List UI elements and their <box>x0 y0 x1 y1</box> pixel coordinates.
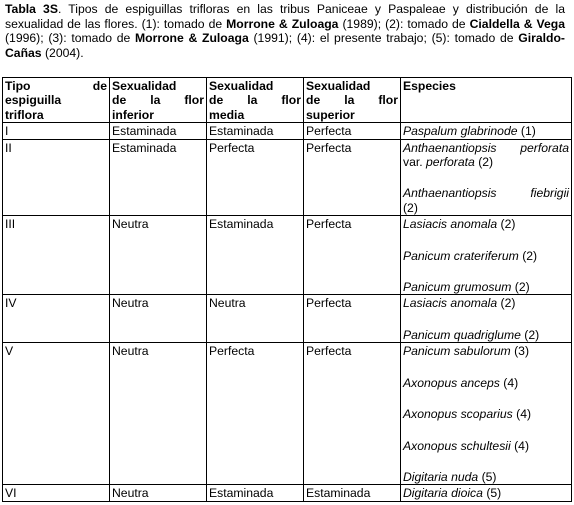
cell-especies <box>401 485 572 501</box>
cell-especies <box>401 123 572 139</box>
header-line: Sexualidad <box>209 79 274 93</box>
header-line: Tipo de <box>5 79 107 93</box>
species-entry <box>403 486 569 500</box>
species-entry <box>403 344 569 358</box>
species-reference: (4) <box>510 438 529 453</box>
table-row <box>3 216 572 295</box>
header-line: Especies <box>403 79 456 93</box>
species-reference: (3) <box>510 344 529 359</box>
cell-inferior: Neutra <box>110 485 207 501</box>
caption-reference: Cialdella & Vega <box>469 16 566 31</box>
species-entry <box>403 328 569 342</box>
header-line: espiguilla <box>5 93 62 108</box>
species-reference: (5) <box>482 486 502 501</box>
species-entry <box>403 470 569 484</box>
table-row <box>3 343 572 485</box>
cell-especies <box>401 216 572 295</box>
cell-media: Estaminada <box>207 216 304 295</box>
header-line: media <box>209 107 245 122</box>
cell-media: Neutra <box>207 295 304 343</box>
species-entry <box>403 249 569 263</box>
cell-media: Estaminada <box>207 123 304 139</box>
species-reference: (2) <box>518 248 538 263</box>
species-name: Digitaria nuda <box>403 469 479 484</box>
species-variety-label: var. <box>403 155 427 170</box>
caption-text: (2004). <box>41 45 84 60</box>
table-row <box>3 485 572 501</box>
species-name: Digitaria dioica <box>403 486 483 501</box>
caption-text: (1991); (4): el presente trabajo; (5): tomado de <box>248 31 519 46</box>
table-row <box>3 295 572 343</box>
caption-reference: Giraldo-Cañas <box>5 31 565 60</box>
species-name: Anthaenantiopsis fiebrigii <box>403 186 569 201</box>
species-entry <box>403 439 569 453</box>
cell-superior: Perfecta <box>304 295 401 343</box>
cell-especies <box>401 139 572 216</box>
table-body <box>3 123 572 502</box>
species-table <box>2 77 572 502</box>
species-reference: (2) <box>403 200 418 215</box>
species-name: Axonopus scoparius <box>403 407 513 422</box>
cell-superior: Perfecta <box>304 216 401 295</box>
table-row <box>3 123 572 139</box>
species-name: Panicum quadriglume <box>403 327 521 342</box>
species-entry <box>403 141 569 170</box>
species-reference: (2) <box>511 280 530 295</box>
cell-tipo: VI <box>3 485 110 501</box>
species-entry <box>403 376 569 390</box>
species-name: Lasiacis anomala <box>403 217 498 232</box>
caption-text: (1989); (2): tomado de <box>338 16 470 31</box>
header-line: de la flor <box>112 93 204 108</box>
header-line: superior <box>306 107 355 122</box>
header-line: inferior <box>112 107 154 122</box>
cell-especies <box>401 295 572 343</box>
header-line: triflora <box>5 107 44 122</box>
cell-inferior: Estaminada <box>110 139 207 216</box>
species-entry <box>403 296 569 310</box>
cell-superior: Perfecta <box>304 139 401 216</box>
header-line: Sexualidad <box>306 79 371 93</box>
species-name: Panicum sabulorum <box>403 344 511 359</box>
species-entry <box>403 186 569 215</box>
species-entry <box>403 407 569 421</box>
species-reference: (4) <box>512 407 532 422</box>
cell-superior: Estaminada <box>304 485 401 501</box>
species-name: Lasiacis anomala <box>403 296 498 311</box>
caption-text: (1996); (3): tomado de <box>5 31 136 46</box>
species-name: Panicum grumosum <box>403 280 512 295</box>
header-flor-inferior <box>110 78 207 123</box>
cell-tipo: IV <box>3 295 110 343</box>
species-reference: (4) <box>499 375 519 390</box>
header-line: de la flor <box>209 93 301 108</box>
header-line: de la flor <box>306 93 398 108</box>
table-row <box>3 139 572 216</box>
species-name: Paspalum glabrinode <box>403 124 518 139</box>
cell-media: Perfecta <box>207 139 304 216</box>
cell-inferior: Estaminada <box>110 123 207 139</box>
cell-tipo: III <box>3 216 110 295</box>
species-entry <box>403 280 569 294</box>
cell-tipo: I <box>3 123 110 139</box>
species-reference: (1) <box>517 124 536 139</box>
caption-reference: Morrone & Zuloaga <box>226 16 339 31</box>
cell-inferior: Neutra <box>110 295 207 343</box>
species-entry <box>403 124 569 138</box>
species-reference: (5) <box>478 469 497 484</box>
header-flor-superior <box>304 78 401 123</box>
header-especies <box>401 78 572 123</box>
species-variety: perforata <box>426 155 475 170</box>
table-header-row <box>3 78 572 123</box>
species-reference: (2) <box>497 217 516 232</box>
species-reference: (2) <box>497 296 516 311</box>
species-entry <box>403 217 569 231</box>
cell-tipo: V <box>3 343 110 485</box>
species-reference: (2) <box>474 155 494 170</box>
species-name: Anthaenantiopsis perforata <box>403 140 569 155</box>
cell-especies <box>401 343 572 485</box>
cell-media: Estaminada <box>207 485 304 501</box>
cell-superior: Perfecta <box>304 123 401 139</box>
cell-superior: Perfecta <box>304 343 401 485</box>
header-line: Sexualidad <box>112 79 177 93</box>
cell-inferior: Neutra <box>110 343 207 485</box>
header-flor-media <box>207 78 304 123</box>
species-name: Axonopus anceps <box>403 375 500 390</box>
species-name: Axonopus schultesii <box>403 438 511 453</box>
caption-text: . Tipos de espiguillas trifloras en las tribus Paniceae y Paspaleae y distribución de la sexualidad de las flores. (1): tomado de <box>5 2 565 31</box>
cell-tipo: II <box>3 139 110 216</box>
caption-title: Tabla 3S <box>5 2 58 16</box>
header-tipo <box>3 78 110 123</box>
cell-inferior: Neutra <box>110 216 207 295</box>
cell-media: Perfecta <box>207 343 304 485</box>
species-reference: (2) <box>520 327 540 342</box>
caption-reference: Morrone & Zuloaga <box>135 31 249 46</box>
species-name: Panicum crateriferum <box>403 248 519 263</box>
table-caption <box>5 2 565 60</box>
